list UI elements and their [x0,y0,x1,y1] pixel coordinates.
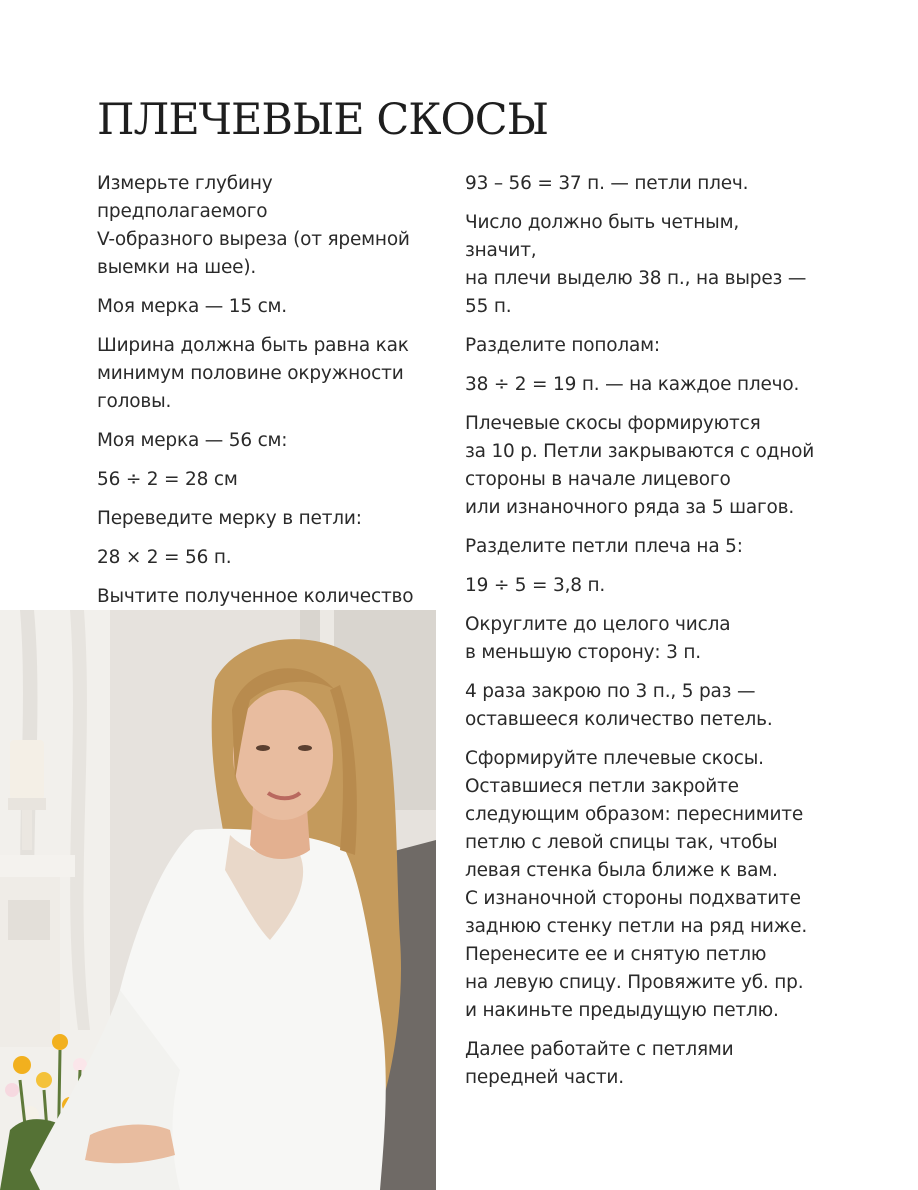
paragraph: Плечевые скосы формируются за 10 р. Петли закрываются с одной стороны в начале лицевого или изнаночного ряда за 5 шагов. [465,413,815,518]
paragraph: Вычтите полученное количество [97,586,414,607]
model-photo [0,610,436,1190]
paragraph: 28 × 2 = 56 п. [97,547,232,568]
paragraph: Далее работайте с петлями передней части. [465,1039,734,1088]
paragraph: Ширина должна быть равна как минимум половине окружности головы. [97,335,409,412]
paragraph: Измерьте глубину предполагаемого V-образного выреза (от яремной выемки на шее). [97,173,410,278]
paragraph: Моя мерка — 56 см: [97,430,288,451]
left-text-column [97,170,442,650]
face [233,690,333,820]
page-title: ПЛЕЧЕВЫЕ СКОСЫ [97,95,549,145]
paragraph: Разделите петли плеча на 5: [465,536,743,557]
paragraph: Сформируйте плечевые скосы. Оставшиеся петли закройте следующим образом: переснимите петлю с левой спицы так, чтобы левая стенка была ближе к вам. С изнаночной стороны подхватите заднюю стенку петли на ряд ниже. Перенесите ее и снятую петлю на левую спицу. Провяжите уб. пр. и накиньте предыдущую петлю. [465,748,808,1021]
side-table [0,855,75,877]
paragraph: Переведите мерку в петли: [97,508,362,529]
paragraph: 4 раза закрою по 3 п., 5 раз — оставшееся количество петель. [465,681,773,730]
paragraph: 19 ÷ 5 = 3,8 п. [465,575,606,596]
paragraph: Моя мерка — 15 см. [97,296,287,317]
paragraph: 56 ÷ 2 = 28 см [97,469,238,490]
paragraph: Округлите до целого числа в меньшую сторону: 3 п. [465,614,731,663]
paragraph: Разделите пополам: [465,335,660,356]
right-text-column [465,170,815,1103]
paragraph: 38 ÷ 2 = 19 п. — на каждое плечо. [465,374,800,395]
candle [10,740,44,800]
paragraph: 93 – 56 = 37 п. — петли плеч. [465,173,749,194]
paragraph: Число должно быть четным, значит, на плечи выделю 38 п., на вырез — 55 п. [465,212,807,317]
